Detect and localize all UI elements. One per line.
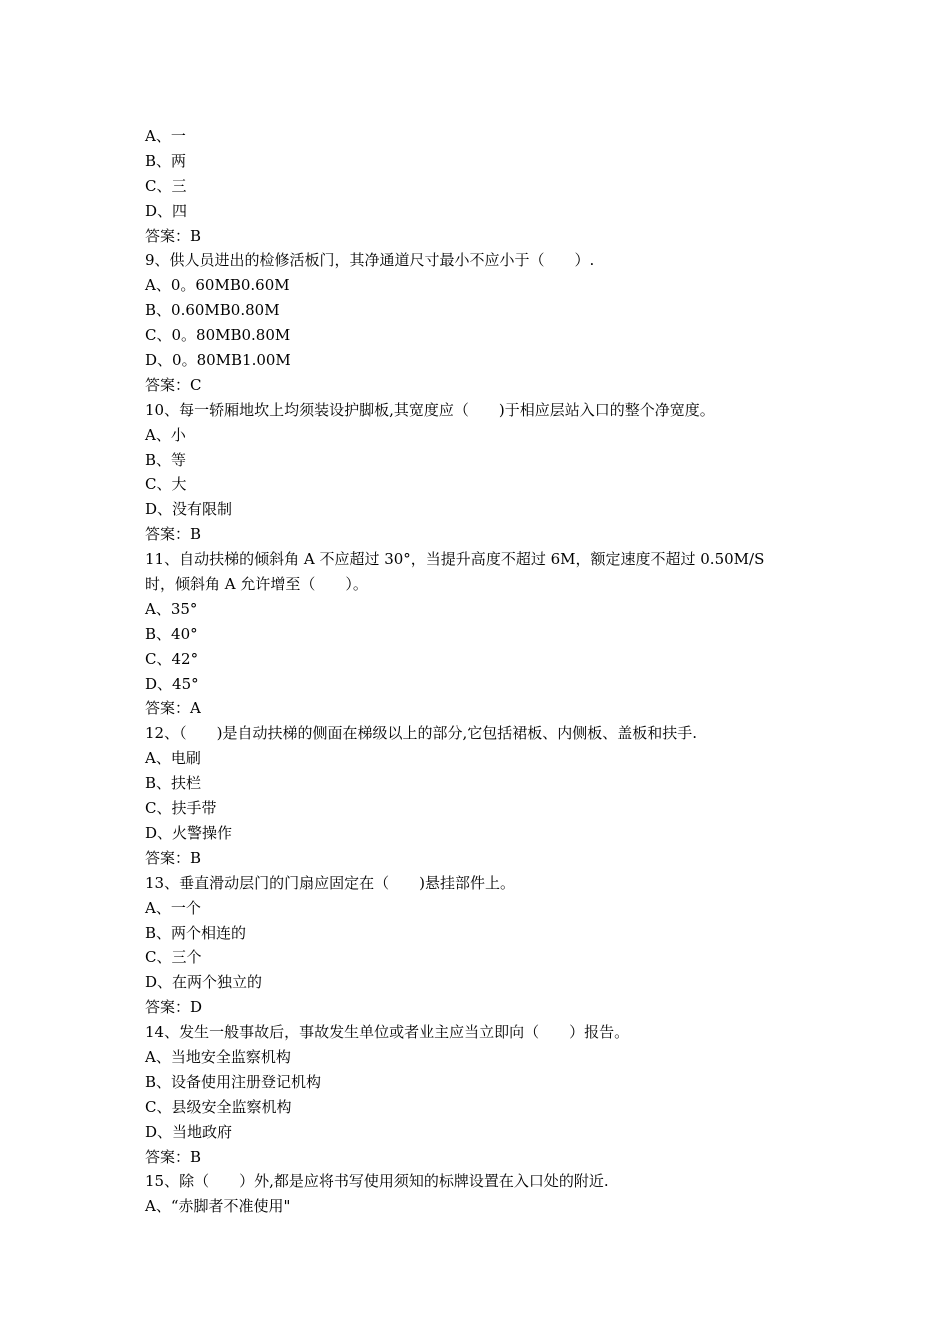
option-line: C、大	[145, 475, 187, 494]
option-line: A、一个	[145, 898, 201, 917]
question-11-continued: 时，倾斜角 A 允许增至（ ）。	[145, 575, 368, 594]
option-line: A、小	[145, 425, 186, 444]
answer-line: 答案：B	[145, 848, 202, 867]
option-line: D、在两个独立的	[145, 973, 263, 992]
question-10: 10、每一轿厢地坎上均须装设护脚板,其宽度应（ )于相应层站入口的整个净宽度。	[145, 400, 715, 419]
question-15: 15、除（ ）外,都是应将书写使用须知的标牌设置在入口处的附近.	[145, 1172, 609, 1191]
option-line: B、两个相连的	[145, 923, 247, 942]
question-14: 14、发生一般事故后，事故发生单位或者业主应当立即向（ ）报告。	[145, 1023, 630, 1042]
option-line: D、0。80MB1.00M	[145, 351, 291, 370]
question-12: 12、（ )是自动扶梯的侧面在梯级以上的部分,它包括裙板、内侧板、盖板和扶手.	[145, 724, 697, 743]
option-line: B、设备使用注册登记机构	[145, 1072, 322, 1091]
option-line: C、0。80MB0.80M	[145, 326, 291, 345]
option-line: D、火警操作	[145, 823, 233, 842]
option-line: A、电刷	[145, 749, 201, 768]
option-line: C、县级安全监察机构	[145, 1097, 292, 1116]
option-line: A、当地安全监察机构	[145, 1047, 291, 1066]
option-line: D、没有限制	[145, 500, 233, 519]
option-line: B、40°	[145, 624, 198, 643]
option-line: B、等	[145, 450, 187, 469]
option-line: B、扶栏	[145, 774, 202, 793]
answer-line: 答案：B	[145, 525, 202, 544]
option-line: C、三个	[145, 948, 202, 967]
option-line: D、当地政府	[145, 1122, 233, 1141]
option-line: D、45°	[145, 674, 199, 693]
answer-line: 答案：C	[145, 375, 202, 394]
option-line: C、扶手带	[145, 799, 217, 818]
option-line: B、0.60MB0.80M	[145, 301, 280, 320]
question-11: 11、自动扶梯的倾斜角 A 不应超过 30°，当提升高度不超过 6M，额定速度不超过 0.50M/S	[145, 550, 765, 569]
option-line: C、42°	[145, 649, 199, 668]
answer-line: 答案：B	[145, 1147, 202, 1166]
question-9: 9、供人员进出的检修活板门，其净通道尺寸最小不应小于（ ）.	[145, 251, 595, 270]
question-text-block	[145, 124, 815, 1219]
option-line: B、两	[145, 151, 187, 170]
option-line: A、35°	[145, 599, 198, 618]
answer-line: 答案：A	[145, 699, 201, 718]
answer-line: 答案：D	[145, 998, 203, 1017]
option-line: D、四	[145, 201, 188, 220]
option-line: A、“赤脚者不准使用"	[145, 1197, 291, 1216]
option-line: A、一	[145, 127, 186, 145]
answer-line: 答案：B	[145, 226, 202, 245]
question-13: 13、垂直滑动层门的门扇应固定在（ )悬挂部件上。	[145, 873, 515, 892]
option-line: A、0。60MB0.60M	[145, 276, 290, 295]
option-line: C、三	[145, 176, 187, 195]
